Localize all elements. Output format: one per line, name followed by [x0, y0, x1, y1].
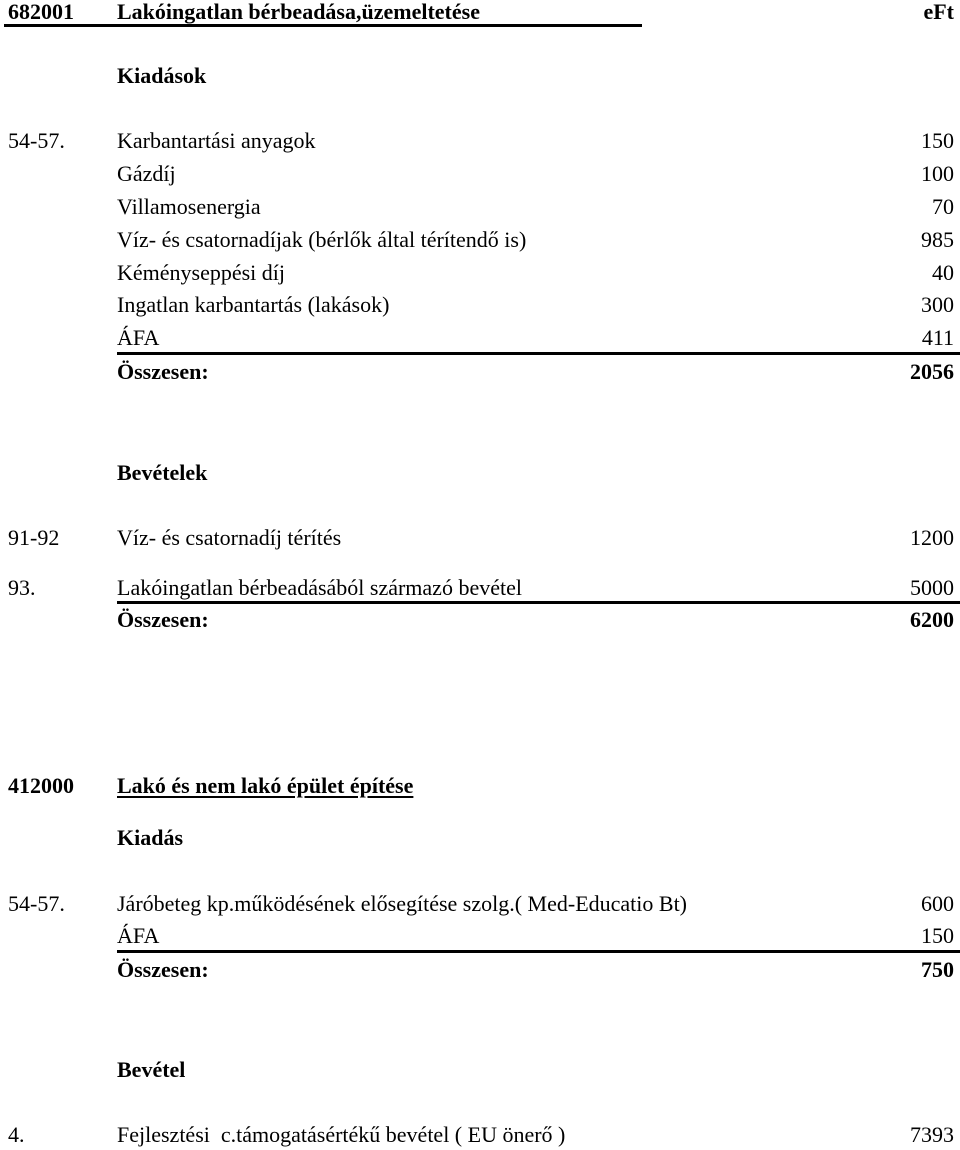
list-item-label: Villamosenergia	[117, 194, 261, 219]
kiadas-code: 54-57.	[8, 891, 65, 916]
total-rule	[117, 950, 960, 953]
total-label: Összesen:	[117, 607, 209, 632]
list-item-label: ÁFA	[117, 325, 160, 350]
total-rule	[117, 601, 960, 604]
list-item-label: Fejlesztési c.támogatásértékű bevétel ( EU önerő )	[117, 1122, 566, 1147]
header-rule	[4, 24, 642, 27]
total-label: Összesen:	[117, 359, 209, 384]
kiadas-heading: Kiadás	[117, 825, 184, 850]
total-value: 2056	[910, 359, 954, 384]
list-item-label: Karbantartási anyagok	[117, 128, 316, 153]
total-label: Összesen:	[117, 957, 209, 982]
list-item-value: 7393	[910, 1122, 954, 1147]
list-item-code: 93.	[8, 575, 36, 600]
list-item-value: 600	[921, 891, 954, 916]
list-item-code: 91-92	[8, 525, 60, 550]
list-item-value: 300	[921, 292, 954, 317]
list-item-label: Ingatlan karbantartás (lakások)	[117, 292, 390, 317]
list-item-label: ÁFA	[117, 923, 160, 948]
list-item-label: Víz- és csatornadíj térítés	[117, 525, 342, 550]
unit-label: eFt	[923, 0, 954, 24]
section-code: 412000	[8, 773, 74, 798]
list-item-value: 100	[921, 161, 954, 186]
list-item-value: 1200	[910, 525, 954, 550]
list-item-value: 70	[932, 194, 954, 219]
kiadasok-heading: Kiadások	[117, 63, 207, 88]
list-item-label: Járóbeteg kp.működésének elősegítése szolg.( Med-Educatio Bt)	[117, 891, 688, 916]
total-value: 6200	[910, 607, 954, 632]
list-item-value: 411	[921, 325, 954, 350]
list-item-value: 150	[921, 128, 954, 153]
bevetelek-heading: Bevételek	[117, 460, 208, 485]
section-code: 682001	[8, 0, 74, 24]
list-item-label: Kéménysepрési díj	[117, 260, 286, 285]
section-title: Lakó és nem lakó épület építése	[117, 773, 414, 798]
total-value: 750	[921, 957, 954, 982]
bevetel-heading: Bevétel	[117, 1057, 186, 1082]
list-item-value: 150	[921, 923, 954, 948]
list-item-value: 985	[921, 227, 954, 252]
list-item-value: 40	[932, 260, 954, 285]
kiadasok-code: 54-57.	[8, 128, 65, 153]
section-title: Lakóingatlan bérbeadása,üzemeltetése	[117, 0, 480, 24]
total-rule	[117, 352, 960, 355]
list-item-value: 5000	[910, 575, 954, 600]
list-item-label: Víz- és csatornadíjak (bérlők által térítendő is)	[117, 227, 527, 252]
list-item-label: Lakóingatlan bérbeadásából származó bevétel	[117, 575, 522, 600]
list-item-code: 4.	[8, 1122, 25, 1147]
list-item-label: Gázdíj	[117, 161, 176, 186]
